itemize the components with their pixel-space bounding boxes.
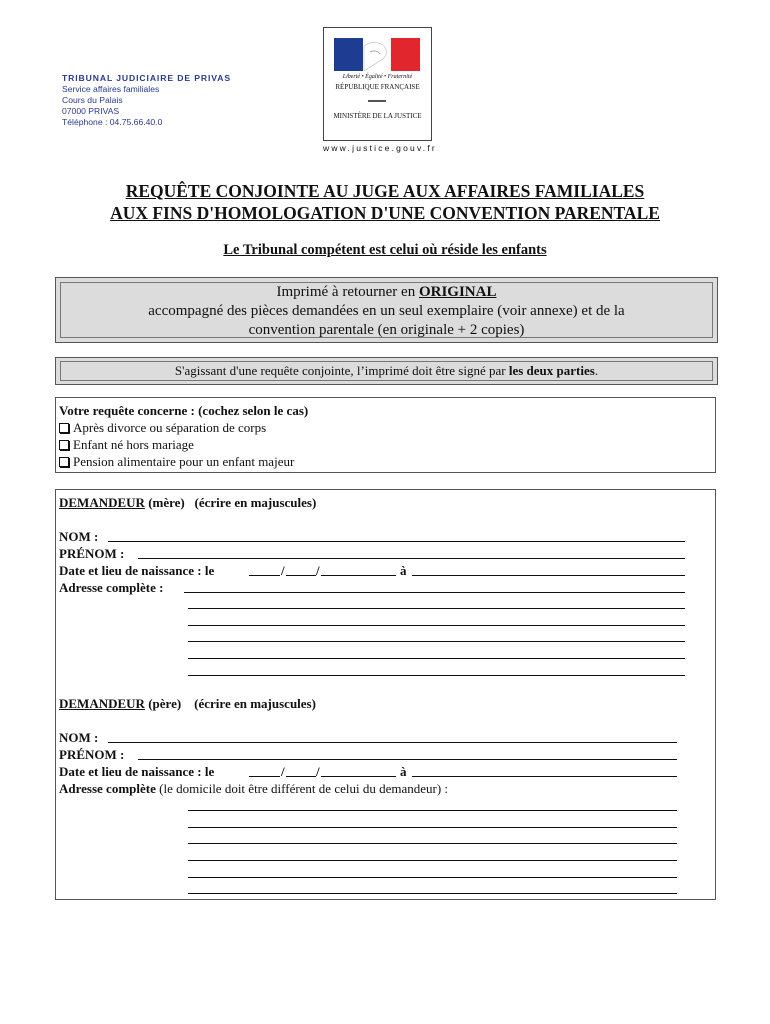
tribunal-info	[62, 73, 231, 128]
sign-notice-bold: les deux parties	[508, 363, 595, 378]
father-address-field-2[interactable]	[188, 827, 677, 828]
logo-republic: RÉPUBLIQUE FRANÇAISE	[335, 83, 420, 91]
mother-birth-place-prep: à	[400, 563, 407, 578]
father-address-field-5[interactable]	[188, 877, 677, 878]
website-link[interactable]: www.justice.gouv.fr	[323, 143, 437, 153]
father-address-field-4[interactable]	[188, 860, 677, 861]
court-address: Cours du Palais	[62, 95, 123, 105]
father-birth-label: Date et lieu de naissance : le	[59, 764, 215, 779]
court-name: TRIBUNAL JUDICIAIRE DE PRIVAS	[62, 73, 232, 83]
court-phone: Téléphone : 04.75.66.40.0	[62, 117, 163, 127]
mother-address-field-4[interactable]	[188, 641, 685, 642]
marianne-flag-icon	[334, 38, 420, 71]
father-birth-place-prep: à	[400, 764, 407, 779]
court-city: 07000 PRIVAS	[62, 106, 120, 116]
checkbox-icon[interactable]	[59, 423, 69, 433]
mother-address-field-5[interactable]	[188, 658, 685, 659]
mother-nom-label: NOM :	[59, 529, 99, 544]
concern-option-divorce[interactable]: Après divorce ou séparation de corps	[59, 420, 266, 436]
return-notice-prefix: Imprimé à retourner en	[276, 284, 419, 300]
ministry-logo	[323, 27, 432, 141]
mother-address-field-2[interactable]	[188, 608, 685, 609]
date-slash: /	[281, 764, 285, 779]
checkbox-icon[interactable]	[59, 457, 69, 467]
father-birth-day-field[interactable]	[249, 776, 280, 777]
date-slash: /	[281, 563, 285, 578]
mother-address-field-6[interactable]	[188, 675, 685, 676]
mother-birth-place-field[interactable]	[412, 575, 685, 576]
title-line-1: REQUÊTE CONJOINTE AU JUGE AUX AFFAIRES FAMILIALES	[125, 181, 645, 201]
mother-birth-month-field[interactable]	[286, 575, 316, 576]
logo-motto: Liberté • Égalité • Fraternité	[342, 74, 413, 80]
return-notice-line2: accompagné des pièces demandées en un seul exemplaire (voir annexe) et de la	[148, 303, 625, 319]
return-notice-box	[55, 277, 718, 343]
service-name: Service affaires familiales	[62, 84, 160, 94]
logo-separator	[368, 100, 386, 102]
logo-ministry: MINISTÈRE DE LA JUSTICE	[333, 112, 422, 120]
date-slash: /	[316, 563, 320, 578]
sign-notice-box	[55, 357, 718, 385]
father-heading: DEMANDEUR (père) (écrire en majuscules)	[59, 696, 316, 711]
mother-birth-label: Date et lieu de naissance : le	[59, 563, 215, 578]
mother-nom-field[interactable]	[108, 541, 685, 542]
mother-heading: DEMANDEUR (mère) (écrire en majuscules)	[59, 495, 317, 510]
father-prenom-label: PRÉNOM :	[59, 747, 125, 762]
father-address-field-6[interactable]	[188, 893, 677, 894]
return-notice-line3: convention parentale (en originale + 2 copies)	[248, 322, 525, 338]
concern-option-adult-child[interactable]: Pension alimentaire pour un enfant majeur	[59, 454, 294, 470]
sign-notice-suffix: .	[594, 363, 599, 378]
father-birth-month-field[interactable]	[286, 776, 316, 777]
request-concern-box	[55, 397, 716, 473]
concern-option-out-of-wedlock[interactable]: Enfant né hors mariage	[59, 437, 194, 453]
mother-birth-day-field[interactable]	[249, 575, 280, 576]
competent-court-note: Le Tribunal compétent est celui où réside les enfants	[223, 242, 547, 258]
father-nom-label: NOM :	[59, 730, 99, 745]
applicants-form	[55, 489, 716, 900]
father-address-label: Adresse complète (le domicile doit être différent de celui du demandeur) :	[59, 781, 449, 796]
father-prenom-field[interactable]	[138, 759, 677, 760]
title-line-2: AUX FINS D'HOMOLOGATION D'UNE CONVENTION PARENTALE	[110, 203, 660, 223]
concern-heading: Votre requête concerne : (cochez selon le cas)	[59, 403, 309, 418]
mother-address-field-3[interactable]	[188, 625, 685, 626]
checkbox-icon[interactable]	[59, 440, 69, 450]
mother-address-label: Adresse complète :	[59, 580, 164, 595]
mother-address-field-1[interactable]	[184, 592, 685, 593]
father-nom-field[interactable]	[108, 742, 677, 743]
date-slash: /	[316, 764, 320, 779]
father-address-field-1[interactable]	[188, 810, 677, 811]
father-birth-place-field[interactable]	[412, 776, 677, 777]
page-title	[0, 180, 770, 224]
mother-prenom-field[interactable]	[138, 558, 685, 559]
return-notice-original: ORIGINAL	[418, 284, 497, 300]
sign-notice-prefix: S'agissant d'une requête conjointe, l’imprimé doit être signé par	[174, 363, 509, 378]
mother-prenom-label: PRÉNOM :	[59, 546, 125, 561]
mother-birth-year-field[interactable]	[321, 575, 396, 576]
father-birth-year-field[interactable]	[321, 776, 396, 777]
father-address-field-3[interactable]	[188, 843, 677, 844]
